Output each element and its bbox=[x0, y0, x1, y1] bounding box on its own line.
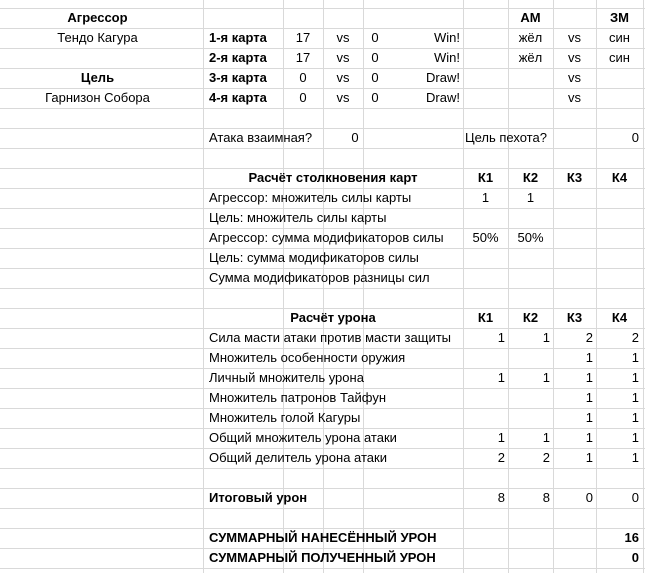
damage-cell[interactable]: 1 bbox=[631, 430, 639, 445]
damage-cell[interactable]: 1 bbox=[497, 370, 505, 385]
damage-col-header[interactable]: К4 bbox=[611, 310, 628, 325]
zm-header[interactable]: ЗМ bbox=[610, 10, 629, 25]
summary-dealt-label[interactable]: СУММАРНЫЙ НАНЕСЁННЫЙ УРОН bbox=[209, 530, 437, 545]
clash-cell[interactable]: 50% bbox=[472, 230, 499, 245]
clash-row-label[interactable]: Цель: множитель силы карты bbox=[209, 210, 387, 225]
card-vs2[interactable]: vs bbox=[568, 70, 581, 85]
card-vs[interactable]: vs bbox=[336, 50, 350, 65]
total-damage-label[interactable]: Итоговый урон bbox=[209, 490, 308, 505]
gridline bbox=[0, 468, 645, 469]
damage-row-label[interactable]: Множитель особенности оружия bbox=[209, 350, 406, 365]
card-vs2[interactable]: vs bbox=[568, 50, 581, 65]
summary-received-value[interactable]: 0 bbox=[631, 550, 639, 565]
damage-cell[interactable]: 2 bbox=[585, 330, 593, 345]
target-infantry-label[interactable]: Цель пехота? bbox=[465, 130, 547, 145]
damage-cell[interactable]: 1 bbox=[585, 390, 593, 405]
damage-row-label[interactable]: Множитель голой Кагуры bbox=[209, 410, 361, 425]
damage-cell[interactable]: 1 bbox=[542, 330, 550, 345]
total-damage-cell[interactable]: 8 bbox=[497, 490, 505, 505]
card-result[interactable]: Win! bbox=[434, 50, 460, 65]
card-label[interactable]: 2-я карта bbox=[209, 50, 267, 65]
damage-cell[interactable]: 1 bbox=[497, 330, 505, 345]
clash-title[interactable]: Расчёт столкновения карт bbox=[248, 170, 418, 185]
gridline bbox=[0, 568, 645, 569]
card-agressor-power[interactable]: 0 bbox=[299, 70, 307, 85]
damage-cell[interactable]: 1 bbox=[542, 430, 550, 445]
am-header[interactable]: АМ bbox=[520, 10, 541, 25]
damage-title[interactable]: Расчёт урона bbox=[290, 310, 376, 325]
damage-col-header[interactable]: К1 bbox=[477, 310, 494, 325]
damage-cell[interactable]: 1 bbox=[631, 410, 639, 425]
damage-cell[interactable]: 2 bbox=[542, 450, 550, 465]
card-label[interactable]: 4-я карта bbox=[209, 90, 267, 105]
damage-row-label[interactable]: Личный множитель урона bbox=[209, 370, 364, 385]
card-result[interactable]: Win! bbox=[434, 30, 460, 45]
damage-cell[interactable]: 1 bbox=[585, 430, 593, 445]
total-damage-cell[interactable]: 8 bbox=[542, 490, 550, 505]
damage-row-label[interactable]: Множитель патронов Тайфун bbox=[209, 390, 387, 405]
damage-cell[interactable]: 2 bbox=[497, 450, 505, 465]
clash-cell[interactable]: 50% bbox=[517, 230, 544, 245]
target-label[interactable]: Цель bbox=[80, 70, 115, 85]
clash-col-header[interactable]: К1 bbox=[477, 170, 494, 185]
card-am[interactable]: жёл bbox=[518, 30, 543, 45]
damage-cell[interactable]: 1 bbox=[631, 450, 639, 465]
card-label[interactable]: 3-я карта bbox=[209, 70, 267, 85]
card-result[interactable]: Draw! bbox=[426, 70, 460, 85]
clash-col-header[interactable]: К3 bbox=[566, 170, 583, 185]
damage-row-label[interactable]: Сила масти атаки против масти защиты bbox=[209, 330, 452, 345]
card-vs[interactable]: vs bbox=[336, 30, 350, 45]
agressor-label[interactable]: Агрессор bbox=[67, 10, 128, 25]
card-agressor-power[interactable]: 17 bbox=[295, 30, 311, 45]
mutual-attack-value[interactable]: 0 bbox=[351, 130, 359, 145]
card-vs[interactable]: vs bbox=[336, 90, 350, 105]
damage-cell[interactable]: 2 bbox=[631, 330, 639, 345]
card-target-power[interactable]: 0 bbox=[371, 70, 379, 85]
card-vs[interactable]: vs bbox=[336, 70, 350, 85]
damage-col-header[interactable]: К2 bbox=[522, 310, 539, 325]
damage-cell[interactable]: 1 bbox=[585, 370, 593, 385]
card-vs2[interactable]: vs bbox=[568, 90, 581, 105]
card-target-power[interactable]: 0 bbox=[371, 50, 379, 65]
card-am[interactable]: жёл bbox=[518, 50, 543, 65]
mutual-attack-label[interactable]: Атака взаимная? bbox=[209, 130, 313, 145]
gridline bbox=[0, 108, 645, 109]
damage-cell[interactable]: 1 bbox=[631, 350, 639, 365]
card-target-power[interactable]: 0 bbox=[371, 30, 379, 45]
card-vs2[interactable]: vs bbox=[568, 30, 581, 45]
clash-col-header[interactable]: К2 bbox=[522, 170, 539, 185]
damage-cell[interactable]: 1 bbox=[631, 370, 639, 385]
card-target-power[interactable]: 0 bbox=[371, 90, 379, 105]
clash-cell[interactable]: 1 bbox=[526, 190, 535, 205]
gridline bbox=[0, 288, 645, 289]
clash-row-label[interactable]: Цель: сумма модификаторов силы bbox=[209, 250, 419, 265]
summary-dealt-value[interactable]: 16 bbox=[624, 530, 639, 545]
damage-cell[interactable]: 1 bbox=[585, 410, 593, 425]
gridline bbox=[0, 508, 645, 509]
damage-cell[interactable]: 1 bbox=[585, 350, 593, 365]
clash-cell[interactable]: 1 bbox=[481, 190, 490, 205]
card-label[interactable]: 1-я карта bbox=[209, 30, 267, 45]
clash-row-label[interactable]: Агрессор: сумма модификаторов силы bbox=[209, 230, 444, 245]
damage-col-header[interactable]: К3 bbox=[566, 310, 583, 325]
damage-row-label[interactable]: Общий делитель урона атаки bbox=[209, 450, 387, 465]
summary-received-label[interactable]: СУММАРНЫЙ ПОЛУЧЕННЫЙ УРОН bbox=[209, 550, 436, 565]
total-damage-cell[interactable]: 0 bbox=[631, 490, 639, 505]
card-zm[interactable]: син bbox=[609, 30, 630, 45]
clash-col-header[interactable]: К4 bbox=[611, 170, 628, 185]
damage-cell[interactable]: 1 bbox=[542, 370, 550, 385]
total-damage-cell[interactable]: 0 bbox=[585, 490, 593, 505]
damage-row-label[interactable]: Общий множитель урона атаки bbox=[209, 430, 397, 445]
card-agressor-power[interactable]: 17 bbox=[295, 50, 311, 65]
damage-cell[interactable]: 1 bbox=[497, 430, 505, 445]
target-name[interactable]: Гарнизон Собора bbox=[45, 90, 150, 105]
target-infantry-value[interactable]: 0 bbox=[631, 130, 639, 145]
agressor-name[interactable]: Тендо Кагура bbox=[57, 30, 138, 45]
card-result[interactable]: Draw! bbox=[426, 90, 460, 105]
gridline bbox=[0, 148, 645, 149]
card-zm[interactable]: син bbox=[609, 50, 630, 65]
damage-cell[interactable]: 1 bbox=[631, 390, 639, 405]
damage-cell[interactable]: 1 bbox=[585, 450, 593, 465]
clash-row-label[interactable]: Сумма модификаторов разницы сил bbox=[209, 270, 430, 285]
card-agressor-power[interactable]: 0 bbox=[299, 90, 307, 105]
clash-row-label[interactable]: Агрессор: множитель силы карты bbox=[209, 190, 412, 205]
gridline bbox=[0, 128, 645, 129]
